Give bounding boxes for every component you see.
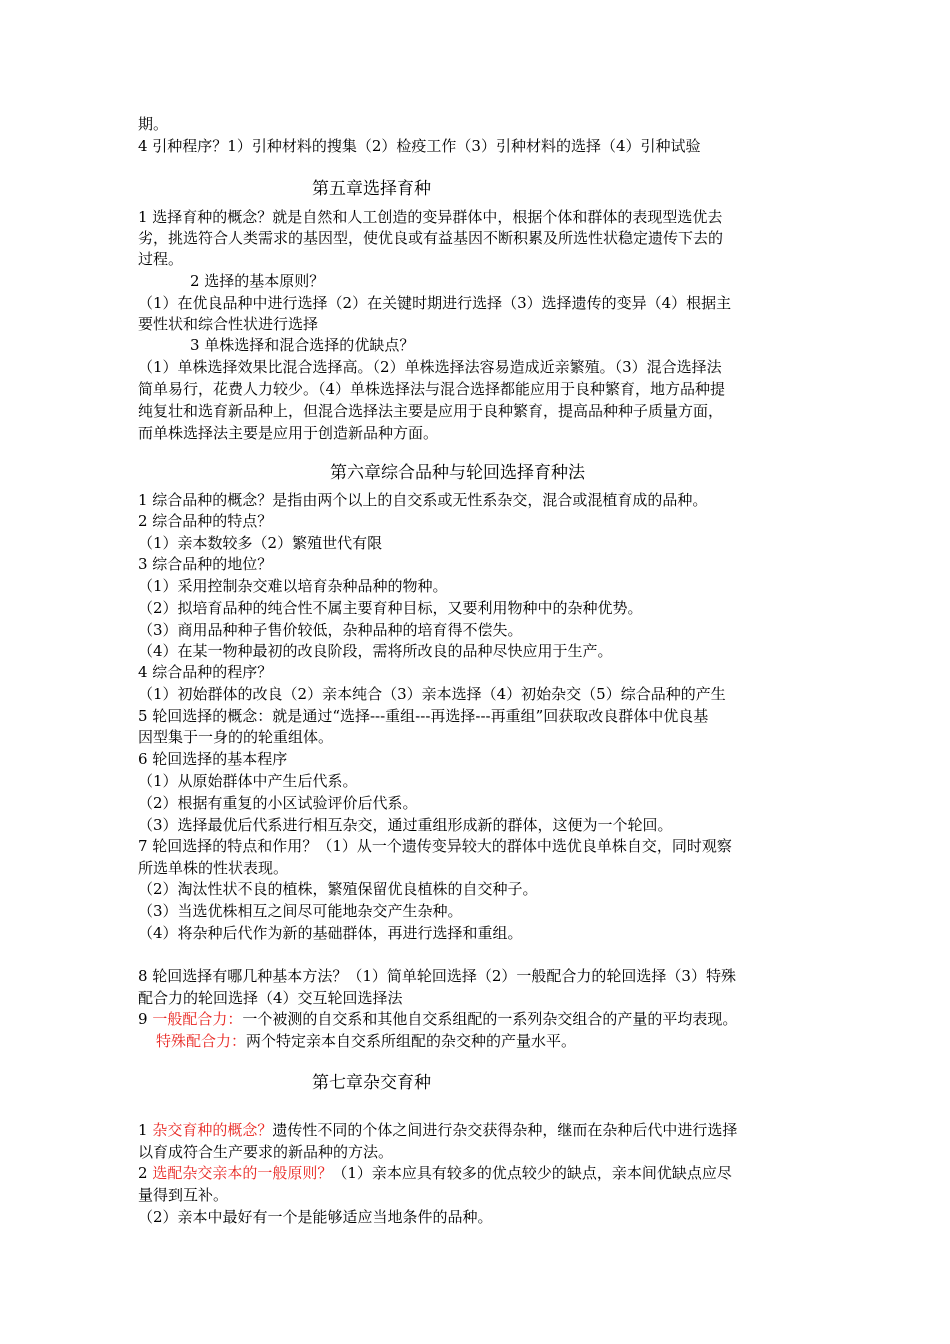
general-combining-ability-text: 一个被测的自交系和其他自交系组配的一系列杂交组合的产量的平均表现。 [242, 1010, 738, 1028]
ch6-line-3: （1）亲本数较多（2）繁殖世代有限 [138, 534, 383, 552]
ch5-q1-line-1: 1 选择育种的概念？就是自然和人工创造的变异群体中，根据个体和群体的表现型选优去 [138, 208, 723, 226]
ch5-q3-answer-2: 简单易行，花费人力较少。（4）单株选择法与混合选择都能应用于良种繁育，地方品种提 [138, 380, 726, 398]
ch6-line-19: （2）淘汰性状不良的植株，繁殖保留优良植株的自交种子。 [138, 880, 538, 898]
ch7-line-3-number: 2 [138, 1164, 153, 1182]
ch6-line-20: （3）当选优株相互之间尽可能地杂交产生杂种。 [138, 902, 463, 920]
ch6-line-10: （1）初始群体的改良（2）亲本纯合（3）亲本选择（4）初始杂交（5）综合品种的产生 [138, 685, 726, 703]
ch7-line-2: 以育成符合生产要求的新品种的方法。 [138, 1143, 394, 1161]
ch7-line-1-number: 1 [138, 1121, 153, 1139]
ch6-line-21: （4）将杂种后代作为新的基础群体，再进行选择和重组。 [138, 924, 523, 942]
chapter-5-title: 第五章选择育种 [312, 179, 431, 199]
ch6-line-24 [138, 1009, 737, 1029]
hybridization-breeding-text: 遗传性不同的个体之间进行杂交获得杂种，继而在杂种后代中进行选择 [272, 1121, 738, 1139]
ch6-line-4: 3 综合品种的地位？ [138, 555, 273, 573]
ch4-line-1: 期。 [138, 115, 169, 133]
ch5-q2-answer-2: 要性状和综合性状进行选择 [138, 315, 319, 333]
ch5-q3-answer-3: 纯复壮和选育新品种上，但混合选择法主要是应用于良种繁育，提高品种种子质量方面， [138, 402, 724, 420]
ch7-line-3 [138, 1163, 732, 1183]
hybridization-breeding-term: 杂交育种的概念？ [152, 1121, 273, 1139]
parent-selection-principle-term: 选配杂交亲本的一般原则？ [152, 1164, 333, 1182]
ch7-line-1 [138, 1120, 737, 1140]
ch6-line-22: 8 轮回选择有哪几种基本方法？（1）简单轮回选择（2）一般配合力的轮回选择（3）特殊 [138, 967, 736, 985]
general-combining-ability-term: 一般配合力： [152, 1010, 243, 1028]
ch5-q3-answer-4: 而单株选择法主要是应用于创造新品种方面。 [138, 424, 439, 442]
ch6-line-8: （4）在某一物种最初的改良阶段，需将所改良的品种尽快应用于生产。 [138, 642, 613, 660]
ch6-line-23: 配合力的轮回选择（4）交互轮回选择法 [138, 989, 403, 1007]
ch6-line-12: 因型集于一身的的轮重组体。 [138, 728, 334, 746]
ch6-line-18: 所选单株的性状表现。 [138, 859, 289, 877]
ch6-line-5: （1）采用控制杂交难以培育杂种品种的物种。 [138, 577, 448, 595]
ch5-q2-answer-1: （1）在优良品种中进行选择（2）在关键时期进行选择（3）选择遗传的变异（4）根据主 [138, 294, 732, 312]
ch6-line-16: （3）选择最优后代系进行相互杂交，通过重组形成新的群体，这便为一个轮回。 [138, 816, 673, 834]
ch5-q2: 2 选择的基本原则？ [190, 272, 325, 290]
ch6-line-14: （1）从原始群体中产生后代系。 [138, 772, 358, 790]
ch6-line-25 [156, 1031, 576, 1051]
chapter-7-title: 第七章杂交育种 [312, 1073, 431, 1093]
ch5-q3: 3 单株选择和混合选择的优缺点？ [190, 336, 415, 354]
ch5-q1-line-2: 劣，挑选符合人类需求的基因型，使优良或有益基因不断积累及所选性状稳定遗传下去的 [138, 229, 724, 247]
ch6-line-7: （3）商用品种种子售价较低，杂种品种的培育得不偿失。 [138, 621, 523, 639]
ch5-q3-answer-1: （1）单株选择效果比混合选择高。（2）单株选择法容易造成近亲繁殖。（3）混合选择法 [138, 358, 722, 376]
ch4-line-2: 4 引种程序？1）引种材料的搜集（2）检疫工作（3）引种材料的选择（4）引种试验 [138, 137, 701, 155]
ch5-q1-line-3: 过程。 [138, 250, 184, 268]
ch6-line-15: （2）根据有重复的小区试验评价后代系。 [138, 794, 418, 812]
ch6-line-9: 4 综合品种的程序？ [138, 663, 273, 681]
ch6-line-13: 6 轮回选择的基本程序 [138, 750, 288, 768]
specific-combining-ability-term: 特殊配合力： [156, 1032, 247, 1050]
chapter-6-title: 第六章综合品种与轮回选择育种法 [330, 463, 585, 483]
specific-combining-ability-text: 两个特定亲本自交系所组配的杂交种的产量水平。 [246, 1032, 577, 1050]
parent-selection-principle-text: （1）亲本应具有较多的优点较少的缺点，亲本间优缺点应尽 [332, 1164, 732, 1182]
ch7-line-4: 量得到互补。 [138, 1186, 229, 1204]
ch6-line-2: 2 综合品种的特点？ [138, 512, 273, 530]
ch6-line-24-number: 9 [138, 1010, 153, 1028]
ch6-line-11: 5 轮回选择的概念：就是通过“选择---重组---再选择---再重组”回获取改良群体中优良基 [138, 707, 709, 725]
ch6-line-1: 1 综合品种的概念？是指由两个以上的自交系或无性系杂交，混合或混植育成的品种。 [138, 491, 708, 509]
ch7-line-5: （2）亲本中最好有一个是能够适应当地条件的品种。 [138, 1208, 493, 1226]
ch6-line-17: 7 轮回选择的特点和作用？（1）从一个遗传变异较大的群体中选优良单株自交，同时观察 [138, 837, 732, 855]
ch6-line-6: （2）拟培育品种的纯合性不属主要育种目标，又要利用物种中的杂种优势。 [138, 599, 643, 617]
